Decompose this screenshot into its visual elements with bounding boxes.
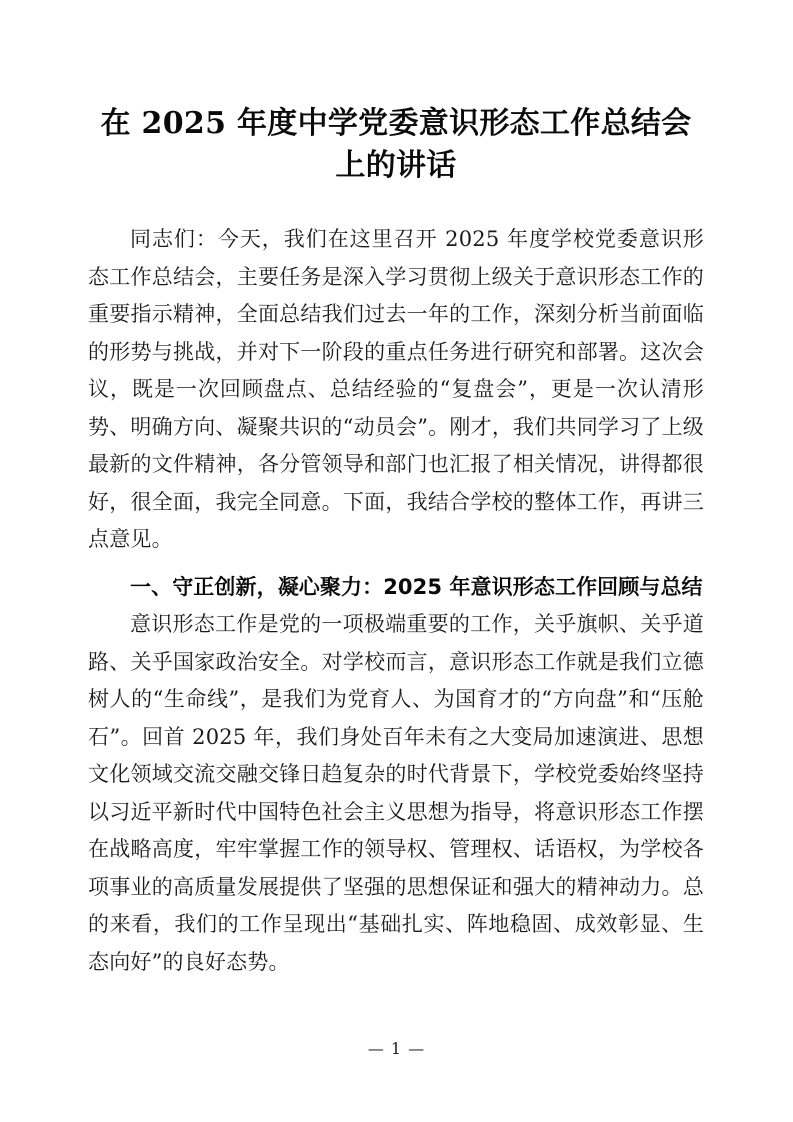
page-number-footer: — 1 — <box>367 1039 426 1058</box>
paragraph-opening: 同志们：今天，我们在这里召开 2025 年度学校党委意识形态工作总结会，主要任务是深入学习贯彻上级关于意识形态工作的重要指示精神，全面总结我们过去一年的工作，深刻分析当前面临的形势与挑战，并对下一阶段的重点任务进行研究和部署。这次会议，既是一次回顾盘点、总结经验的“复盘会”，更是一次认清形势、明确方向、凝聚共识的“动员会”。刚才，我们共同学习了上级最新的文件精神，各分管领导和部门也汇报了相关情况，讲得都很好，很全面，我完全同意。下面，我结合学校的整体工作，再讲三点意见。 <box>88 227 704 551</box>
section-heading-1: 一、守正创新，凝心聚力：2025 年意识形态工作回顾与总结 <box>130 574 703 599</box>
document-title: 在 2025 年度中学党委意识形态工作总结会上的讲话 <box>100 106 692 183</box>
document-content <box>88 0 704 981</box>
section-1-body-paragraph: 意识形态工作是党的一项极端重要的工作，关乎旗帜、关乎道路、关乎国家政治安全。对学校而言，意识形态工作就是我们立德树人的“生命线”，是我们为党育人、为国育才的“方向盘”和“压舱石”。回首 2025 年，我们身处百年未有之大变局加速演进、思想文化领域交流交融交锋日趋复杂的时代背景下，学校党委始终坚持以习近平新时代中国特色社会主义思想为指导，将意识形态工作摆在战略高度，牢牢掌握工作的领导权、管理权、话语权，为学校各项事业的高质量发展提供了坚强的思想保证和强大的精神动力。总的来看，我们的工作呈现出“基础扎实、阵地稳固、成效彰显、生态向好”的良好态势。 <box>88 612 704 974</box>
